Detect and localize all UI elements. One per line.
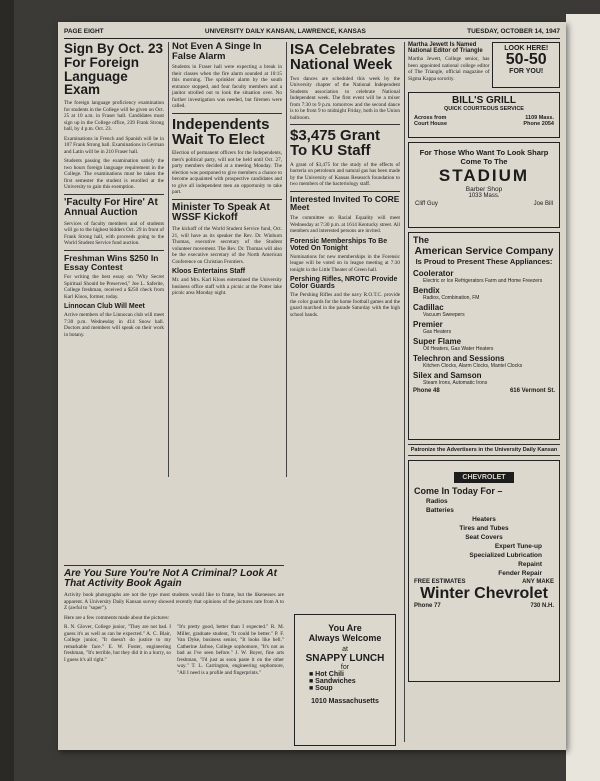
article-text: "It's pretty good, better than I expected." R. M. Miller, graduate student, "It could be better." P. F. Van Dyke, business senior, "It looks like hell." Catherine Jarboe, College sophomore, "It's not as bad as I've seen before." J. W. Boyer, fine arts freshman, "I'd just as soon paste it on the other way." T. L. Carrington, engineering sophomore, "All I need is a profile and fingerprints." bbox=[177, 624, 284, 676]
column-4 bbox=[408, 42, 560, 682]
article-text: The Pershing Rifles and the navy R.O.T.C. provide the color guards for the home football games and the guard marched in the parade Saturday with the high school bands. bbox=[290, 292, 400, 318]
service-item: Tires and Tubes bbox=[459, 525, 509, 532]
newspaper-page bbox=[58, 22, 566, 750]
article-text: Students passing the examination satisfy the two hours foreign language requirement in the College. The examinations must be taken the first semester the student is enrolled at the University to gain this exemption. bbox=[64, 158, 164, 191]
service-item: Heaters bbox=[472, 516, 496, 523]
appliance-description: Steam Irons, Automatic Irons bbox=[423, 380, 488, 386]
service-list bbox=[414, 498, 554, 577]
patronize-notice: Patronize the Advertisers in the University Daily Kansan bbox=[408, 444, 560, 456]
appliance-name: Coolerator bbox=[413, 269, 454, 278]
snappy-lunch-ad: You Are Always Welcome at SNAPPY LUNCH for ■ Hot Chili ■ Sandwiches ■ Soup 1010 Massachusetts bbox=[294, 614, 396, 746]
page-header bbox=[64, 28, 560, 39]
headline-linnocan-club: Linnocan Club Will Meet bbox=[64, 303, 145, 311]
headline-isa: ISA Celebrates National Week bbox=[290, 41, 396, 74]
appliance-description: Gas Heaters bbox=[423, 329, 452, 335]
headline-kloos: Kloos Entertains Staff bbox=[172, 268, 246, 276]
column-rule bbox=[168, 42, 169, 477]
column-1 bbox=[64, 42, 164, 341]
column-2 bbox=[172, 42, 282, 300]
headline-independents: Independents Wait To Elect bbox=[172, 115, 270, 149]
service-item: Repaint bbox=[518, 561, 542, 568]
headline-wssf-kickoff: Minister To Speak At WSSF Kickoff bbox=[172, 201, 270, 224]
article-text: Here are a few comments made about the pictures: bbox=[64, 614, 170, 621]
headline-language-exam: Sign By Oct. 23 For Foreign Language Exam bbox=[64, 41, 164, 98]
scan-left-edge bbox=[0, 0, 14, 781]
column-rule bbox=[286, 42, 287, 477]
article-text: Active members of the Linnocan club will meet 7:30 p.m. Wednesday in 414 Snow hall. Doctors and members will speak on their work in botany. bbox=[64, 312, 164, 338]
appliance-name: Cadillac bbox=[413, 303, 444, 312]
headline-false-alarm: Not Even A Singe In False Alarm bbox=[172, 41, 262, 62]
appliance-name: Silex and Samson bbox=[413, 371, 482, 380]
article-text: Activity book photographs are not the type most students would like to frame, but the likenesses are apparent. A University Daily Kansan survey showed recently that opinions of the pictures rate from A to Z (awful to "super"). bbox=[64, 592, 284, 612]
article-text: Mr. and Mrs. Karl Kloos entertained the University business office staff with a picnic at the Potter lake picnic area Monday night. bbox=[172, 277, 282, 297]
headline-grant: $3,475 Grant To KU Staff bbox=[290, 127, 381, 160]
adjacent-page-edge bbox=[566, 14, 600, 781]
stadium-barber-ad: For Those Who Want To Look Sharp Come To The STADIUM Barber Shop 1033 Mass. Cliff Guy Joe Bill bbox=[408, 142, 560, 228]
look-here-ad: LOOK HERE! 50-50 FOR YOU! bbox=[492, 42, 560, 88]
appliance-name: Telechron and Sessions bbox=[413, 354, 505, 363]
article-text: The kickoff of the World Student Service fund, Oct. 21, will have as its speaker the Rev. Dr. Winburn Thomas, executive secretary of the Student volunteer movement. The Rev. Dr. Thomas will also be the executive secretary of the North American Conference on Christian Frontiers. bbox=[172, 226, 282, 265]
article-text: For writing the best essay on "Why Secret Spiritual Should be Preserved," Joe L. Saferite, College freshman, received a $250 check from Karl Kloos, former, today. bbox=[64, 274, 164, 300]
service-item: Fender Repair bbox=[498, 570, 542, 577]
article-text: Examinations in French and Spanish will be in 107 Frank Strong hall. Examinations in German and Latin will be in 210 Fraser hall. bbox=[64, 135, 164, 155]
appliance-description: Oil Heaters, Gas Water Heaters bbox=[423, 346, 494, 352]
column-rule bbox=[404, 42, 405, 742]
article-text: A grant of $3,475 for the study of the effects of bacteria on petroleum and natural gas has been made by the University of Kansas Research foundation to two members of the bacteriology staff. bbox=[290, 161, 400, 188]
activity-book-story bbox=[64, 565, 284, 679]
masthead: UNIVERSITY DAILY KANSAN, LAWRENCE, KANSAS bbox=[204, 28, 366, 35]
headline-core-meet: Interested Invited To CORE Meet bbox=[290, 193, 400, 213]
headline-martha-jewett: Martha Jewett Is Named National Editor of Triangle bbox=[408, 42, 483, 54]
headline-essay-contest: Freshman Wins $250 In Essay Contest bbox=[64, 252, 159, 272]
headline-pershing-rifles: Pershing Rifles, NROTC Provide Color Guards bbox=[290, 276, 398, 290]
article-text: Election of permanent officers for the Independents, men's political party, will not be held until Oct. 27, party members decided at a meeting Monday. The election was postponed to give members a chance to become acquainted with prospective candidates and to give all independent men an opportunity to take part. bbox=[172, 150, 282, 196]
headline-forensic: Forensic Memberships To Be Voted On Tonight bbox=[290, 237, 388, 252]
article-text: R. N. Glover, College junior, "They are not bad. I guess it's as well as can be expected." A. C. Blair, College junior, "It doesn't do justice to my remarkable face." E. W. Foster, engineering freshman, "It's terrible, but they did it in a hurry, so I guess it's all right." bbox=[64, 624, 171, 663]
appliance-list bbox=[413, 269, 555, 386]
service-item: Radios bbox=[426, 498, 448, 505]
service-item: Batteries bbox=[426, 507, 454, 514]
column-3 bbox=[290, 41, 400, 705]
headline-activity-book: Are You Sure You're Not A Criminal? Look At That Activity Book Again bbox=[64, 568, 277, 590]
article-text: Two dances are scheduled this week by the University chapter of the National Independent Students association to celebrate National Independent week. The first event will be a mixer from 7:30 to 9 p.m. tomorrow and the second dance is to be from 9 to midnight Friday, both in the Union ballroom. bbox=[290, 75, 400, 121]
chevrolet-logo: CHEVROLET bbox=[454, 472, 513, 483]
appliance-description: Radios, Combination, FM bbox=[423, 295, 480, 301]
american-service-ad: The American Service Company Is Proud to Present These Appliances: Coolerator Electric or Ice Refrigerators Farm and Home Freezers Bendix Radios, Combination, FM Cadillac Vacuum Sweepers Premier Gas Heaters Super Flame Oil Heaters, Gas Water Heaters Telechron and Sessions Kitchen Clocks, Alarm Clocks, Mantel Clocks Silex and Samson Steam Irons, Automatic Irons Phone 48 616 Vermont St. bbox=[408, 232, 560, 440]
appliance-name: Bendix bbox=[413, 286, 440, 295]
page-number: PAGE EIGHT bbox=[64, 28, 104, 35]
appliance-description: Kitchen Clocks, Alarm Clocks, Mantel Clocks bbox=[423, 363, 523, 369]
article-text: Martha Jewett, College senior, has been appointed national college editor of The Triangle, official magazine of Sigma Kappa sorority. bbox=[408, 56, 490, 82]
headline-faculty-for-hire: 'Faculty For Hire' At Annual Auction bbox=[64, 196, 158, 218]
article-text: The committee on Racial Equality will meet Wednesday at 7:30 p.m. at 1614 Kentucky street. All members and interested persons are invited. bbox=[290, 215, 400, 234]
service-item: Specialized Lubrication bbox=[469, 552, 542, 559]
article-text: Students in Fraser hall were expecting a break in their classes when the fire alarm sounded at 10:15 this morning. The sprinkler alarm by the south entrance stopped, and four faculty members and a janitor strolled out to look the situation over. No further investigation was needed, but firemen were called. bbox=[172, 64, 282, 110]
issue-date: TUESDAY, OCTOBER 14, 1947 bbox=[467, 28, 560, 35]
appliance-name: Super Flame bbox=[413, 337, 462, 346]
appliance-name: Premier bbox=[413, 320, 443, 329]
article-text: The foreign language proficiency examination for students in the College will be given on Oct. 25 at 10 a.m. in Fraser hall. Candidates must sign up in the College office, 239 Frank Strong hall, by 4 p.m. Oct. 23. bbox=[64, 100, 164, 133]
service-item: Expert Tune-up bbox=[494, 543, 542, 550]
winter-chevrolet-ad: CHEVROLET Come In Today For – Radios Batteries Heaters Tires and Tubes Seat Covers Expert Tune-up Specialized Lubrication Repaint Fender Repair FREE ESTIMATES ANY MAKE Winter Chevrolet Phone 77 730 N.H. bbox=[408, 460, 560, 682]
article-text: Nominations for new memberships in the Forensic league will be voted on in league meeting at 7:30 tonight in the Little Theater of Green hall. bbox=[290, 253, 400, 273]
service-item: Seat Covers bbox=[465, 534, 503, 541]
article-text: Services of faculty members and of students will go to the highest bidders Oct. 29 in front of Frank Strong hall, with proceeds going to the World Student Service fund auction. bbox=[64, 220, 164, 247]
appliance-description: Electric or Ice Refrigerators Farm and Home Freezers bbox=[423, 278, 543, 284]
bills-grill-ad: BILL'S GRILL QUICK COURTEOUS SERVICE Across from Court House 1109 Mass. Phone 2054 bbox=[408, 92, 560, 138]
appliance-description: Vacuum Sweepers bbox=[423, 312, 465, 318]
